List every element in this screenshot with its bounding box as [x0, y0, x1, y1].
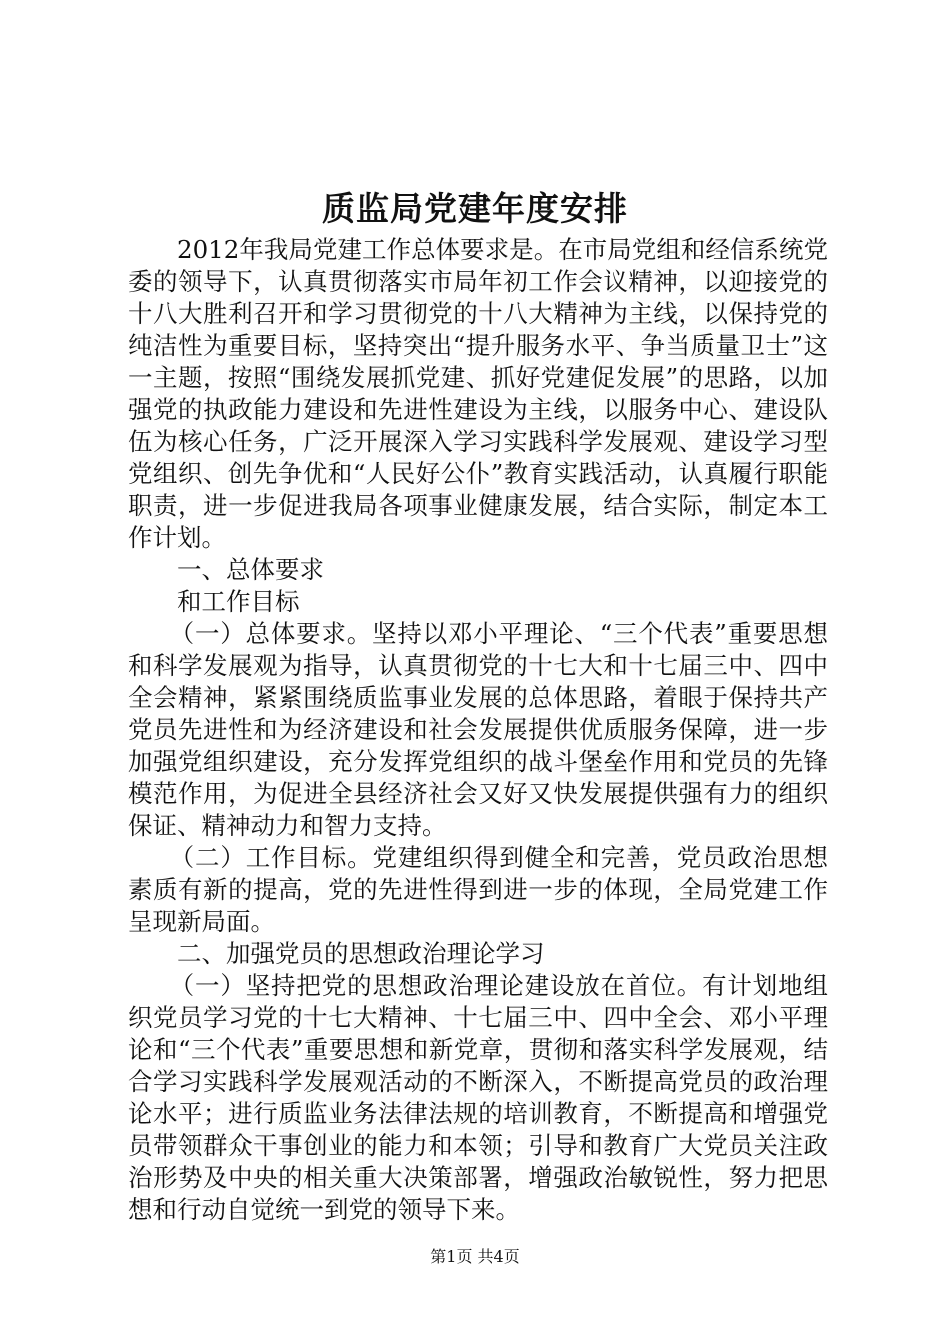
- document-body: [128, 234, 828, 1226]
- section-heading-1: 一、总体要求: [177, 555, 324, 584]
- intro-paragraph: 2012年我局党建工作总体要求是。在市局党组和经信系统党委的领导下，认真贯彻落实市局年初工作会议精神，以迎接党的十八大胜利召开和学习贯彻党的十八大精神为主线，以保持党的纯洁性为重要目标，坚持突出“提升服务水平、争当质量卫士”这一主题，按照“围绕发展抓党建、抓好党建促发展”的思路，以加强党的执政能力建设和先进性建设为主线，以服务中心、建设队伍为核心任务，广泛开展深入学习实践科学发展观、建设学习型党组织、创先争优和“人民好公仆”教育实践活动，认真履行职能职责，进一步促进我局各项事业健康发展，结合实际，制定本工作计划。: [128, 235, 828, 552]
- paragraph-overall-requirements: （一）总体要求。坚持以邓小平理论、“三个代表”重要思想和科学发展观为指导，认真贯彻党的十七大和十七届三中、四中全会精神，紧紧围绕质监事业发展的总体思路，着眼于保持共产党员先进性和为经济建设和社会发展提供优质服务保障，进一步加强党组织建设，充分发挥党组织的战斗堡垒作用和党员的先锋模范作用，为促进全县经济社会又好又快发展提供强有力的组织保证、精神动力和智力支持。: [128, 619, 828, 840]
- page-footer: 第1页 共4页: [430, 1247, 520, 1266]
- section-heading-2: 二、加强党员的思想政治理论学习: [177, 939, 545, 968]
- document-title: 质监局党建年度安排: [322, 189, 628, 228]
- paragraph-political-theory: （一）坚持把党的思想政治理论建设放在首位。有计划地组织党员学习党的十七大精神、十七届三中、四中全会、邓小平理论和“三个代表”重要思想和新党章，贯彻和落实科学发展观，结合学习实践科学发展观活动的不断深入，不断提高党员的政治理论水平；进行质监业务法律法规的培训教育，不断提高和增强党员带领群众干事创业的能力和本领；引导和教育广大党员关注政治形势及中央的相关重大决策部署，增强政治敏锐性，努力把思想和行动自觉统一到党的领导下来。: [128, 971, 828, 1224]
- section-heading-1-continued: 和工作目标: [177, 587, 300, 616]
- paragraph-work-goals: （二）工作目标。党建组织得到健全和完善，党员政治思想素质有新的提高，党的先进性得到进一步的体现，全局党建工作呈现新局面。: [128, 843, 828, 936]
